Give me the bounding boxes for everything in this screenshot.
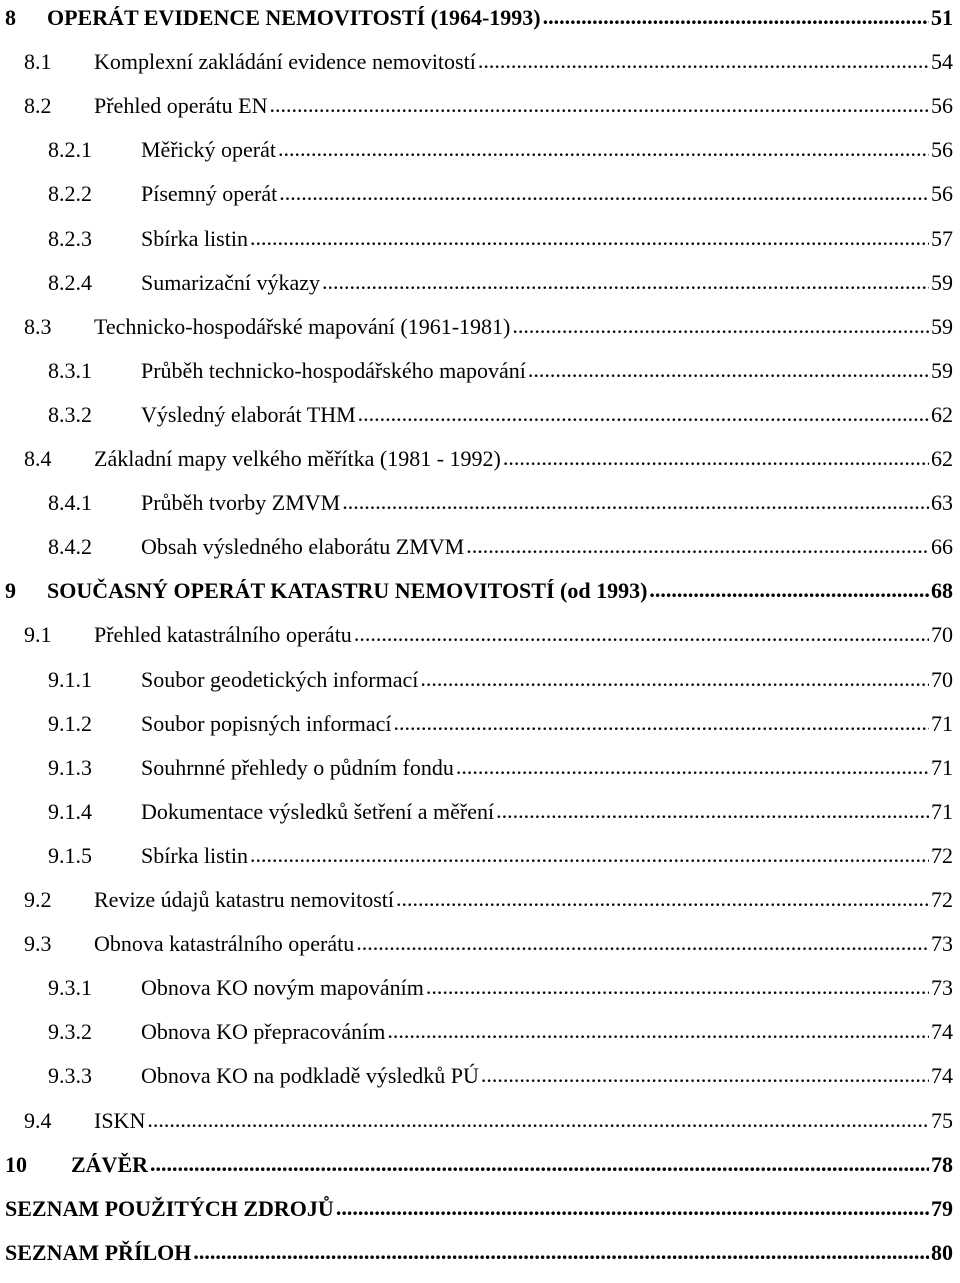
toc-entry-page: 66 (931, 534, 953, 560)
toc-entry-title: Obnova KO novým mapováním (141, 975, 424, 1001)
toc-leader-dots (150, 1150, 929, 1178)
toc-entry-number: 9.3.1 (48, 975, 92, 1001)
toc-entry-page: 56 (931, 181, 953, 207)
toc-entry-title: SOUČASNÝ OPERÁT KATASTRU NEMOVITOSTÍ (od 1993) (47, 578, 648, 604)
toc-leader-dots (456, 753, 929, 781)
toc-leader-dots (342, 488, 929, 516)
toc-entry-number: 8.4.1 (48, 490, 92, 516)
toc-leader-dots (354, 620, 929, 648)
toc-leader-dots (193, 1238, 929, 1266)
toc-entry-title: SEZNAM PŘÍLOH (5, 1239, 192, 1265)
toc-entry-page: 73 (931, 931, 953, 957)
toc-entry[interactable] (24, 445, 953, 489)
toc-entry-number: 9.1.4 (48, 798, 92, 824)
toc-entry-title: Písemný operát (141, 181, 278, 207)
toc-leader-dots (543, 3, 929, 31)
toc-entry[interactable] (24, 930, 953, 974)
toc-entry-page: 72 (931, 842, 953, 868)
toc-entry-title: OPERÁT EVIDENCE NEMOVITOSTÍ (1964-1993) (47, 5, 541, 30)
toc-entry-page: 70 (931, 622, 953, 648)
toc-entry-number: 8.3.2 (48, 401, 92, 427)
toc-entry-number: 8.3.1 (48, 357, 92, 383)
toc-entry-page: 71 (931, 798, 953, 824)
toc-entry-title: Přehled operátu EN (94, 93, 268, 119)
toc-leader-dots (394, 709, 929, 737)
toc-entry-number: 9.2 (24, 887, 52, 912)
toc-leader-dots (503, 444, 929, 472)
toc-leader-dots (322, 268, 929, 296)
toc-entry-page: 71 (931, 710, 953, 736)
toc-entry-number: 9.1.3 (48, 754, 92, 780)
toc-entry[interactable] (48, 710, 953, 754)
toc-leader-dots (250, 224, 929, 252)
toc-entry-page: 62 (931, 401, 953, 427)
toc-entry[interactable] (48, 136, 953, 180)
toc-entry[interactable] (5, 577, 953, 621)
toc-entry-title: Revize údajů katastru nemovitostí (94, 887, 394, 912)
toc-leader-dots (496, 797, 929, 825)
toc-entry[interactable] (48, 1062, 953, 1106)
toc-entry[interactable] (5, 1239, 953, 1283)
toc-entry-number: 8.2.3 (48, 225, 92, 251)
toc-entry[interactable] (48, 798, 953, 842)
toc-entry-number: 9.3.3 (48, 1063, 92, 1089)
toc-entry-title: Průběh tvorby ZMVM (141, 490, 341, 516)
toc-entry-title: ZÁVĚR (71, 1151, 149, 1177)
toc-entry-number: 10 (5, 1151, 27, 1177)
toc-entry-number: 8.4.2 (48, 534, 92, 560)
toc-entry[interactable] (5, 1195, 953, 1239)
toc-entry-page: 56 (931, 137, 953, 163)
toc-entry-title: Obnova KO přepracováním (141, 1019, 386, 1045)
toc-entry-number: 9.3.2 (48, 1019, 92, 1045)
toc-entry-number: 9.1.5 (48, 842, 92, 868)
toc-entry-title: Dokumentace výsledků šetření a měření (141, 798, 495, 824)
toc-entry-page: 75 (931, 1107, 953, 1133)
toc-entry-number: 8.2 (24, 93, 52, 119)
toc-entry-page: 71 (931, 754, 953, 780)
toc-entry-title: Měřický operát (141, 137, 276, 163)
toc-entry-number: 8.3 (24, 313, 52, 339)
toc-entry-page: 56 (931, 93, 953, 119)
toc-entry[interactable] (5, 4, 953, 48)
toc-entry-page: 63 (931, 490, 953, 516)
toc-entry-title: Technicko-hospodářské mapování (1961-1981) (94, 313, 511, 339)
toc-entry-page: 78 (931, 1151, 953, 1177)
toc-entry[interactable] (48, 225, 953, 269)
toc-leader-dots (387, 1017, 929, 1045)
toc-entry[interactable] (48, 974, 953, 1018)
toc-entry-title: Sumarizační výkazy (141, 269, 320, 295)
toc-entry-number: 9.1 (24, 622, 52, 648)
toc-leader-dots (147, 1106, 929, 1134)
toc-entry-page: 74 (931, 1063, 953, 1089)
toc-entry-number: 9.1.2 (48, 710, 92, 736)
toc-entry-page: 70 (931, 666, 953, 692)
toc-entry-page: 68 (931, 578, 953, 604)
toc-entry-title: ISKN (94, 1107, 146, 1133)
toc-entry[interactable] (48, 180, 953, 224)
toc-entry-page: 59 (931, 269, 953, 295)
toc-entry-page: 74 (931, 1019, 953, 1045)
toc-entry-number: 9.1.1 (48, 666, 92, 692)
toc-entry[interactable] (48, 842, 953, 886)
toc-entry-title: Obnova KO na podkladě výsledků PÚ (141, 1063, 479, 1089)
toc-entry-page: 59 (931, 357, 953, 383)
toc-entry-number: 9.4 (24, 1107, 52, 1133)
toc-entry-title: Výsledný elaborát THM (141, 401, 356, 427)
toc-entry[interactable] (48, 357, 953, 401)
toc-entry-title: Základní mapy velkého měřítka (1981 - 1992) (94, 446, 501, 471)
toc-entry-page: 72 (931, 887, 953, 912)
toc-entry-number: 8.2.1 (48, 137, 92, 163)
toc-entry[interactable] (24, 886, 953, 930)
toc-entry-number: 8.1 (24, 49, 52, 75)
toc-entry-title: SEZNAM POUŽITÝCH ZDROJŮ (5, 1195, 334, 1221)
toc-leader-dots (420, 665, 929, 693)
toc-entry-page: 73 (931, 975, 953, 1001)
toc-entry-title: Obnova katastrálního operátu (94, 931, 355, 957)
toc-entry-title: Souhrnné přehledy o půdním fondu (141, 754, 454, 780)
toc-entry-page: 62 (931, 446, 953, 471)
toc-entry-title: Komplexní zakládání evidence nemovitostí (94, 49, 476, 75)
toc-leader-dots (649, 576, 929, 604)
toc-entry[interactable] (5, 1151, 953, 1195)
toc-entry-page: 57 (931, 225, 953, 251)
toc-entry[interactable] (24, 621, 953, 665)
toc-entry[interactable] (24, 48, 953, 92)
toc-entry[interactable] (24, 92, 953, 136)
toc-entry[interactable] (48, 1018, 953, 1062)
toc-leader-dots (278, 135, 929, 163)
toc-leader-dots (336, 1194, 929, 1222)
toc-entry-title: Sbírka listin (141, 842, 248, 868)
toc-leader-dots (426, 973, 929, 1001)
toc-leader-dots (279, 179, 929, 207)
toc-leader-dots (396, 885, 929, 913)
toc-entry-number: 8.2.2 (48, 181, 92, 207)
toc-entry-page: 79 (931, 1195, 953, 1221)
toc-entry[interactable] (48, 533, 953, 577)
toc-entry-number: 8 (5, 5, 16, 30)
toc-entry-title: Sbírka listin (141, 225, 248, 251)
toc-leader-dots (356, 929, 929, 957)
toc-entry-page: 51 (931, 5, 953, 30)
toc-entry-title: Průběh technicko-hospodářského mapování (141, 357, 526, 383)
toc-entry[interactable] (24, 1107, 953, 1151)
toc-entry-number: 8.2.4 (48, 269, 92, 295)
toc-entry[interactable] (48, 401, 953, 445)
toc-leader-dots (466, 532, 929, 560)
toc-leader-dots (250, 841, 929, 869)
toc-entry-number: 9 (5, 578, 16, 604)
toc-leader-dots (481, 1061, 929, 1089)
toc-leader-dots (478, 47, 929, 75)
toc-entry-title: Obsah výsledného elaborátu ZMVM (141, 534, 465, 560)
toc-entry-title: Přehled katastrálního operátu (94, 622, 352, 648)
toc-leader-dots (512, 312, 929, 340)
toc-entry[interactable] (48, 754, 953, 798)
toc-entry[interactable] (24, 313, 953, 357)
toc-entry-number: 8.4 (24, 446, 52, 471)
toc-leader-dots (358, 400, 929, 428)
toc-entry[interactable] (48, 666, 953, 710)
toc-leader-dots (528, 356, 929, 384)
toc-entry-page: 80 (931, 1239, 953, 1265)
toc-leader-dots (270, 91, 930, 119)
toc-entry[interactable] (48, 269, 953, 313)
toc-entry-page: 59 (931, 313, 953, 339)
toc-entry-title: Soubor geodetických informací (141, 666, 419, 692)
toc-entry-page: 54 (931, 49, 953, 75)
toc-entry-title: Soubor popisných informací (141, 710, 392, 736)
toc-entry-number: 9.3 (24, 931, 52, 957)
toc-entry[interactable] (48, 489, 953, 533)
